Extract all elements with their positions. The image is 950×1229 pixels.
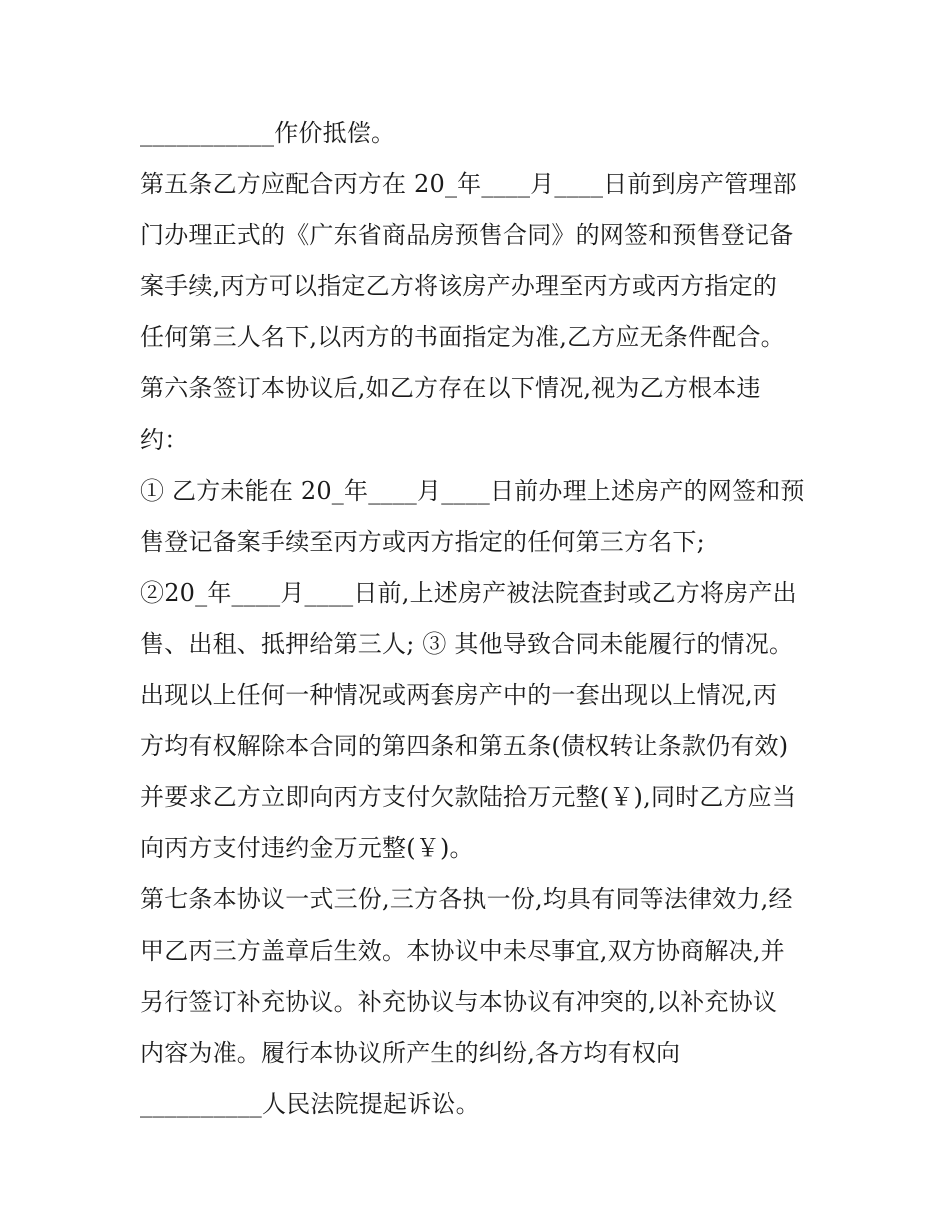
text-line: 方均有权解除本合同的第四条和第五条(债权转让条款仍有效) (140, 732, 789, 761)
text-line: 甲乙丙三方盖章后生效。本协议中未尽事宜,双方协商解决,并 (140, 936, 785, 965)
text-line: 第七条本协议一式三份,三方各执一份,均具有同等法律效力,经 (140, 885, 793, 914)
text-line: 第五条乙方应配合丙方在 20_年____月____日前到房产管理部 (140, 170, 797, 199)
text-line: 约： (140, 425, 189, 454)
text-line: 内容为准。履行本协议所产生的纠纷,各方均有权向 (140, 1038, 681, 1067)
text-line: ① 乙方未能在 20_年____月____日前办理上述房产的网签和预 (140, 476, 805, 505)
text-line: ②20_年____月____日前,上述房产被法院查封或乙方将房产出 (140, 578, 797, 607)
text-line: __________人民法院提起诉讼。 (140, 1089, 480, 1118)
text-line: 案手续,丙方可以指定乙方将该房产办理至丙方或丙方指定的 (140, 272, 778, 301)
text-line: 出现以上任何一种情况或两套房产中的一套出现以上情况,丙 (140, 681, 778, 710)
text-line: 售登记备案手续至丙方或丙方指定的任何第三方名下; (140, 527, 705, 556)
text-line: 并要求乙方立即向丙方支付欠款陆拾万元整(￥),同时乙方应当 (140, 783, 797, 812)
text-line: 向丙方支付违约金万元整(￥)。 (140, 834, 474, 863)
text-line: 门办理正式的《广东省商品房预售合同》的网签和预售登记备 (140, 221, 794, 250)
contract-text (140, 108, 820, 1130)
text-line: 任何第三人名下,以丙方的书面指定为准,乙方应无条件配合。 (140, 323, 785, 352)
text-line: 售、出租、抵押给第三人; ③ 其他导致合同未能履行的情况。 (140, 629, 794, 658)
text-line: ___________作价抵偿。 (140, 119, 396, 147)
text-line: 另行签订补充协议。补充协议与本协议有冲突的,以补充协议 (140, 987, 778, 1016)
text-line: 第六条签订本协议后,如乙方存在以下情况,视为乙方根本违 (140, 374, 761, 403)
